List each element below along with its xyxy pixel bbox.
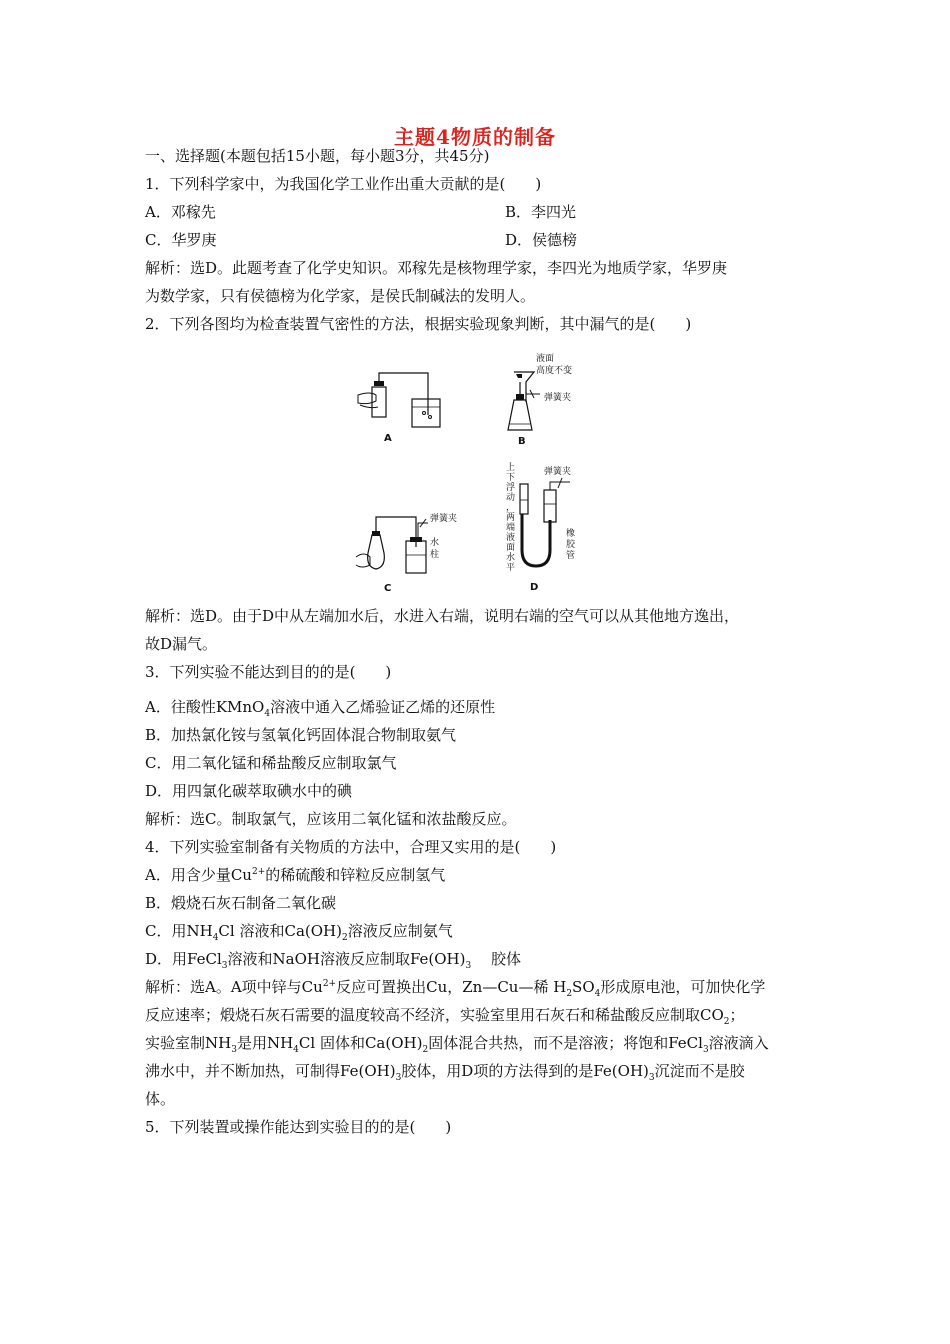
q1-analysis-line2: 为数学家，只有侯德榜为化学家，是侯氏制碱法的发明人。 xyxy=(145,287,536,305)
q4-analysis-line3: 实验室制$NH_3$是用$NH_4Cl$ 固体和$Ca(OH)_2$固体混合共热，而不是溶液；将饱和FeCl$_3$溶液滴入 xyxy=(145,1034,769,1055)
emphasis-mark: 不 xyxy=(229,663,245,681)
apparatus-b-drawing xyxy=(490,352,600,450)
figure-d-caption: D xyxy=(530,582,539,593)
q1-stem: 1．下列科学家中，为我国化学工业作出重大贡献的是( ) xyxy=(145,175,542,193)
figure-a-caption: A xyxy=(384,433,392,444)
figure-d xyxy=(500,460,600,595)
figure-a xyxy=(350,365,470,450)
figure-b-label-clamp: 弹簧夹 xyxy=(544,393,572,403)
figure-d-tube-label xyxy=(566,527,576,561)
figure-c-label-water: 水 xyxy=(430,538,440,548)
q4-analysis-line1: 解析：选A。A项中锌与$Cu^{2+}$反应可置换出Cu，Zn—Cu—稀 $H_2SO_4$形成原电池，可加快化学 xyxy=(145,978,766,999)
q4-analysis-line5: 体。 xyxy=(145,1090,176,1108)
q4-option-c: C．用$NH_4Cl$ 溶液和$Ca(OH)_2$溶液反应制氨气 xyxy=(145,922,453,943)
q3-option-a: A．往酸性KMnO$_4$溶液中通入乙烯验证乙烯的还原性 xyxy=(145,698,496,719)
apparatus-d-drawing xyxy=(500,460,600,595)
figure-d-label-clamp: 弹簧夹 xyxy=(544,467,572,477)
figure-b-caption: B xyxy=(518,436,526,447)
q3-option-c: C．用二氧化锰和稀盐酸反应制取氯气 xyxy=(145,754,397,772)
q1-option-a: A．邓稼先 xyxy=(145,203,216,221)
figure-d-side-label-char: 端 xyxy=(506,523,516,533)
figure-c-label-column: 柱 xyxy=(430,550,440,560)
q1-option-c: C．华罗庚 xyxy=(145,231,217,249)
q4-stem: 4．下列实验室制备有关物质的方法中，合理又实用的是( ) xyxy=(145,838,557,856)
page-title: 主题4物质的制备 xyxy=(394,125,556,149)
figure-d-side-label-char: 平 xyxy=(506,563,516,573)
figure-d-side-label-char: 水 xyxy=(506,553,516,563)
q1-analysis-line1: 解析：选D。此题考查了化学史知识。邓稼先是核物理学家，李四光为地质学家，华罗庚 xyxy=(145,259,728,277)
apparatus-c-drawing xyxy=(350,495,460,595)
q1-option-d: D．侯德榜 xyxy=(505,231,578,249)
figure-b-label-liquid: 液面 xyxy=(536,354,555,364)
figure-d-side-label-char: 两 xyxy=(506,513,516,523)
q2-analysis-line2: 故D漏气。 xyxy=(145,635,218,653)
q4-option-d: D．用FeCl$_3$溶液和NaOH溶液反应制取$Fe(OH)_3$ 胶体 xyxy=(145,950,522,971)
q3-option-b: B．加热氯化铵与氢氧化钙固体混合物制取氨气 xyxy=(145,726,457,744)
q4-analysis-line2: 反应速率；煅烧石灰石需要的温度较高不经济，实验室里用石灰石和稀盐酸反应制取$CO_2$； xyxy=(145,1006,745,1027)
figure-b-label-height: 高度不变 xyxy=(536,366,573,376)
q3-option-d: D．用四氯化碳萃取碘水中的碘 xyxy=(145,782,353,800)
figure-c-label-clamp: 弹簧夹 xyxy=(430,514,458,524)
figure-d-tube-label-char: 管 xyxy=(566,551,576,561)
figure-d-side-label-char: 液 xyxy=(506,533,516,543)
q5-stem: 5．下列装置或操作能达到实验目的的是( ) xyxy=(145,1118,452,1136)
figure-d-side-label-char: ， xyxy=(506,503,516,513)
apparatus-a-drawing xyxy=(350,365,470,450)
figure-d-side-label xyxy=(506,461,515,573)
figure-d-side-label-char: 面 xyxy=(506,543,516,553)
q2-stem: 2．下列各图均为检查装置气密性的方法，根据实验现象判断，其中漏气的是( ) xyxy=(145,315,692,333)
figure-c xyxy=(350,495,460,595)
q3-analysis: 解析：选C。制取氯气，应该用二氧化锰和浓盐酸反应。 xyxy=(145,810,517,828)
q4-option-b: B．煅烧石灰石制备二氧化碳 xyxy=(145,894,337,912)
figure-d-tube-label-char: 橡 xyxy=(566,529,576,539)
figure-d-side-label-char: 下 xyxy=(506,473,516,483)
figure-d-tube-label-char: 胶 xyxy=(566,540,576,550)
figure-d-side-label-char: 动 xyxy=(506,493,516,503)
figure-b xyxy=(490,352,600,450)
q2-analysis-line1: 解析：选D。由于D中从左端加水后，水进入右端，说明右端的空气可以从其他地方逸出， xyxy=(145,607,740,625)
section-heading: 一、选择题(本题包括15小题，每小题3分，共45分) xyxy=(145,147,490,165)
q3-stem: 3．下列实验不能达到目的的是( ) xyxy=(145,663,392,681)
figure-d-side-label-char: 上 xyxy=(506,463,516,473)
figure-d-side-label-char: 浮 xyxy=(506,483,516,493)
q4-analysis-line4: 沸水中，并不断加热，可制得$Fe(OH)_3$胶体，用D项的方法得到的是$Fe(OH)_3$沉淀而不是胶 xyxy=(145,1062,745,1083)
q4-option-a: A．用含少量$Cu^{2+}$的稀硫酸和锌粒反应制氢气 xyxy=(145,866,446,884)
figure-c-caption: C xyxy=(384,583,392,594)
q1-option-b: B．李四光 xyxy=(505,203,577,221)
